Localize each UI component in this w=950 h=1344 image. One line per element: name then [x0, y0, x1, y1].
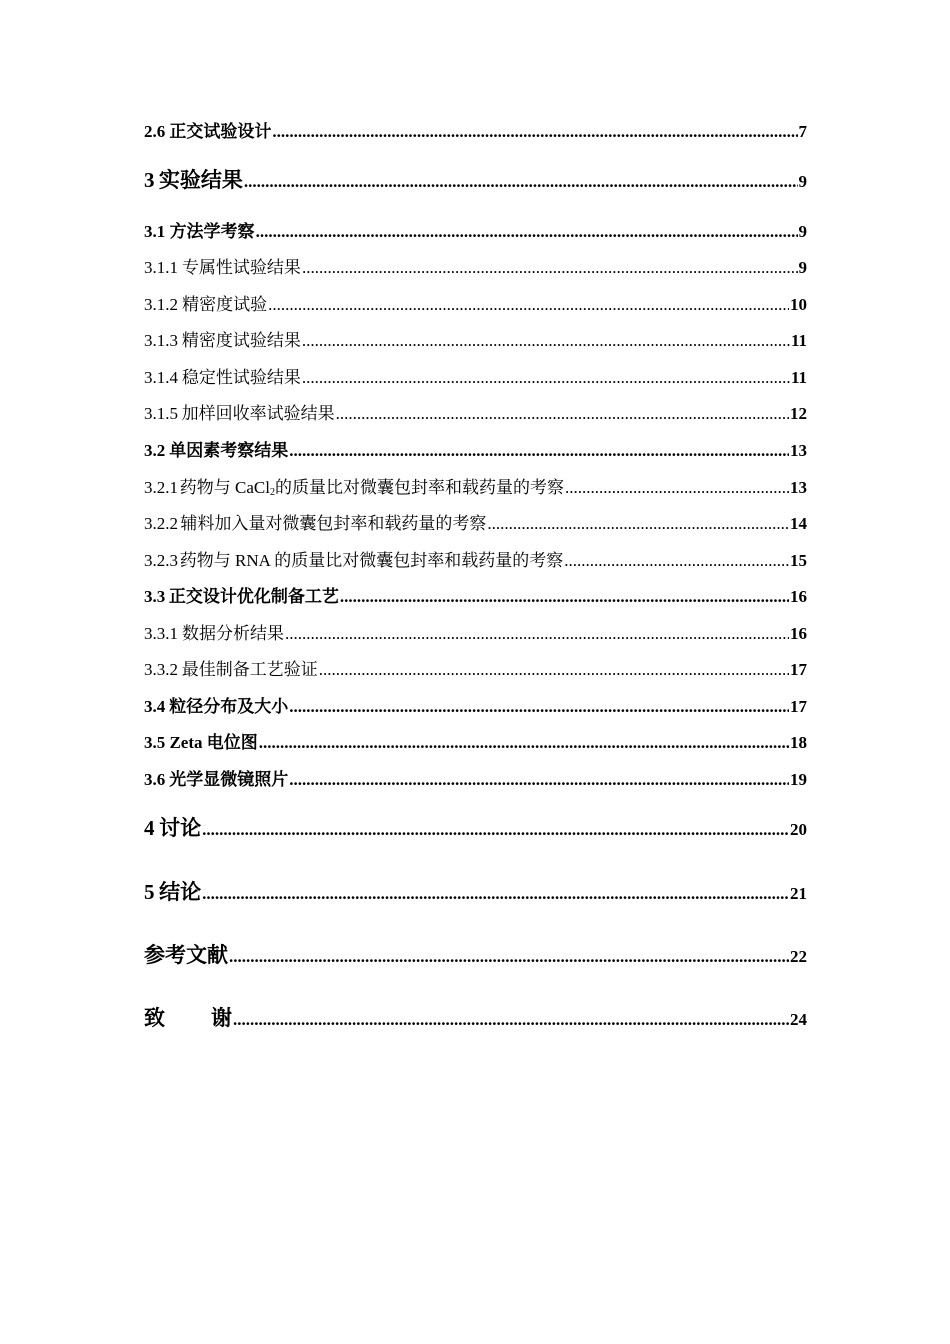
dot-leader — [564, 551, 789, 571]
toc-entry-number: 3.2.2 — [144, 514, 178, 533]
toc-entry-page: 21 — [790, 884, 807, 903]
toc-entry-title: 精密度试验结果 — [181, 331, 301, 350]
toc-entry[interactable] — [144, 253, 807, 278]
toc-entry-page: 19 — [790, 770, 807, 789]
dot-leader — [285, 624, 789, 644]
toc-entry-page: 9 — [798, 258, 807, 277]
toc-entry-page: 12 — [790, 404, 807, 423]
dot-leader — [319, 660, 789, 680]
toc-entry-title — [180, 473, 564, 498]
toc-entry-number: 5 — [144, 880, 155, 904]
toc-entry[interactable] — [144, 117, 807, 142]
dot-leader — [565, 478, 789, 498]
dot-leader — [302, 258, 798, 278]
dot-leader — [302, 331, 790, 351]
toc-entry-title: Zeta 电位图 — [169, 733, 258, 752]
toc-entry-title: 专属性试验结果 — [181, 258, 301, 277]
toc-entry-page: 16 — [790, 587, 807, 606]
toc-entry-number: 3.1.5 — [144, 404, 178, 423]
toc-entry-number: 3.1.2 — [144, 295, 178, 314]
toc-entry[interactable] — [144, 812, 807, 842]
toc-entry-number: 3.2.1 — [144, 478, 178, 497]
toc-entry[interactable] — [144, 164, 807, 194]
toc-entry-title: 方法学考察 — [169, 222, 255, 241]
toc-entry-title: 稳定性试验结果 — [181, 368, 301, 387]
toc-entry[interactable] — [144, 765, 807, 790]
toc-entry-number: 3.1 — [144, 222, 166, 241]
dot-leader — [289, 697, 789, 717]
toc-entry[interactable] — [144, 619, 807, 644]
dot-leader — [202, 820, 789, 840]
toc-entry-title: 粒径分布及大小 — [169, 697, 289, 716]
toc-entry-number: 3.2.3 — [144, 551, 178, 570]
toc-entry-page: 18 — [790, 733, 807, 752]
title-text: 药物与 CaCl — [179, 478, 270, 497]
toc-entry-number: 3.2 — [144, 441, 166, 460]
dot-leader — [268, 295, 789, 315]
toc-entry-title: 讨论 — [159, 816, 202, 840]
toc-entry[interactable] — [144, 728, 807, 753]
dot-leader — [289, 770, 789, 790]
toc-entry[interactable] — [144, 692, 807, 717]
title-text: 的质量比对微囊包封率和载药量的考察 — [274, 478, 564, 497]
title-char: 谢 — [211, 1006, 232, 1030]
toc-entry[interactable] — [144, 655, 807, 680]
dot-leader — [487, 514, 789, 534]
toc-entry-title — [144, 1002, 232, 1032]
toc-entry-title: 结论 — [159, 880, 202, 904]
dot-leader — [259, 733, 789, 753]
toc-entry-page: 17 — [790, 660, 807, 679]
toc-entry-page: 16 — [790, 624, 807, 643]
toc-entry-page: 15 — [790, 551, 807, 570]
toc-entry-number: 2.6 — [144, 122, 166, 141]
toc-entry-page: 22 — [790, 947, 807, 966]
toc-entry[interactable] — [144, 473, 807, 498]
toc-entry[interactable] — [144, 326, 807, 351]
toc-entry-title: 光学显微镜照片 — [169, 770, 289, 789]
toc-entry-number: 3.1.3 — [144, 331, 178, 350]
toc-entry[interactable] — [144, 363, 807, 388]
dot-leader — [244, 172, 798, 192]
toc-entry-page: 11 — [790, 331, 807, 350]
toc-entry-page: 9 — [798, 222, 807, 241]
toc-entry-title: 实验结果 — [158, 168, 243, 192]
toc-entry-page: 24 — [790, 1010, 807, 1029]
toc-entry-title: 加样回收率试验结果 — [181, 404, 335, 423]
toc-entry[interactable] — [144, 876, 807, 906]
dot-leader — [272, 122, 797, 142]
toc-entry-number: 3.6 — [144, 770, 166, 789]
toc-entry-title: 精密度试验 — [182, 295, 268, 314]
toc-entry-title: 正交试验设计 — [169, 122, 272, 141]
toc-entry-number: 3.1.4 — [144, 368, 178, 387]
toc-entry-number: 3.3.1 — [144, 624, 178, 643]
toc-entry-number: 3 — [144, 168, 155, 192]
toc-entry[interactable] — [144, 436, 807, 461]
toc-entry-title: 药物与 RNA 的质量比对微囊包封率和载药量的考察 — [179, 551, 564, 570]
dot-leader — [302, 368, 790, 388]
toc-entry-title: 正交设计优化制备工艺 — [168, 587, 339, 606]
toc-entry-number: 3.4 — [144, 697, 166, 716]
toc-entry-page: 10 — [790, 295, 807, 314]
dot-leader — [340, 587, 789, 607]
toc-entry-number: 3.3 — [144, 587, 166, 606]
toc-entry[interactable] — [144, 939, 807, 969]
toc-entry[interactable] — [144, 582, 807, 607]
toc-entry-page: 13 — [790, 441, 807, 460]
dot-leader — [233, 1010, 789, 1030]
toc-entry-page: 13 — [790, 478, 807, 497]
dot-leader — [256, 222, 798, 242]
toc-entry-title: 单因素考察结果 — [169, 441, 289, 460]
toc-entry-page: 14 — [790, 514, 807, 533]
toc-entry[interactable] — [144, 1002, 807, 1032]
toc-entry-title: 数据分析结果 — [182, 624, 284, 643]
toc-entry-page: 17 — [790, 697, 807, 716]
subscript: 2 — [269, 487, 275, 498]
title-char: 致 — [144, 1006, 165, 1030]
toc-entry[interactable] — [144, 546, 807, 571]
toc-entry-number: 4 — [144, 816, 155, 840]
toc-entry-title: 参考文献 — [144, 943, 228, 967]
dot-leader — [289, 441, 789, 461]
toc-entry[interactable] — [144, 217, 807, 242]
toc-entry[interactable] — [144, 509, 807, 534]
toc-entry-number: 3.3.2 — [144, 660, 178, 679]
dot-leader — [336, 404, 789, 424]
toc-entry-page: 9 — [798, 172, 807, 191]
toc-entry[interactable] — [144, 290, 807, 315]
toc-entry-title: 最佳制备工艺验证 — [181, 660, 318, 679]
dot-leader — [229, 947, 789, 967]
toc-entry-title: 辅料加入量对微囊包封率和载药量的考察 — [180, 514, 487, 533]
toc-entry-page: 11 — [790, 368, 807, 387]
toc-entry-number: 3.1.1 — [144, 258, 178, 277]
dot-leader — [202, 884, 789, 904]
toc-entry-page: 20 — [790, 820, 807, 839]
toc-entry-page: 7 — [798, 122, 807, 141]
toc-entry[interactable] — [144, 399, 807, 424]
toc-entry-number: 3.5 — [144, 733, 166, 752]
